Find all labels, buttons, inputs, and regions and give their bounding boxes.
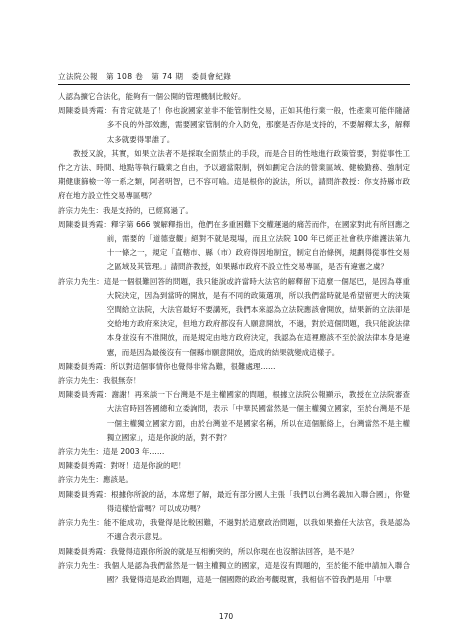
transcript-paragraph: 許宗力先生：這是 2003 年……: [58, 447, 165, 457]
transcript-paragraph: 許宗力先生：這是一個很難回答的問題，我只能說或許當時大法官的解釋留下這麼一個尾巴，是因為尊重大院決定，因為到當時的開放，是有不同的政策選項，所以我們當時就是希望留更大的決策空間給立法院，大法官最好不要講死，我們本來認為立法院應該會開放，結果新的立法卻是交給地方政府來決定，但地方政府都沒有人願意開放，不過，對於這個問題，我只能說法律本身並沒有不准開放，而是規定由地方政府決定，我認為在這裡應該不至於說法律本身是違憲，而是因為最後沒有一個縣市願意開放，造成的結果就變成這樣子。: [58, 276, 410, 357]
transcript-paragraph: 許宗力先生：我個人是認為我們當然是一個主權獨立的國家，這是沒有問題的，至於能不能申請加入聯合國？我覺得這是政治問題，這是一個國際的政治考觀現實，我相信不管我們是用「中華: [58, 560, 410, 584]
transcript-body: [58, 90, 410, 587]
page-header: 立法院公報 第 108 卷 第 74 期 委員會紀錄: [58, 72, 232, 81]
transcript-paragraph: 人認為擴它合法化，能夠有一個公開的管理機制比較好。: [58, 92, 246, 101]
transcript-paragraph: 周陳委員秀霞：謝謝！再來談一下台灣是不是主權國家的問題，根據立法院公報顯示，教授在立法院審查大法官時回答國總和立委詢問，表示「中華民國當然是一個主權獨立國家，至於台灣是不是一個主權獨立國家方面，由於台灣並不是國家名稱，所以在這個脈絡上，台灣當然不是主權獨立國家」，這是你說的話，對不對？: [58, 390, 410, 442]
transcript-paragraph: 周陳委員秀霞：釋字第 666 號解釋指出，他們在多重困難下交權運過的痛苦而作，在國家對此有所回應之前，需要的「道德壹觀」絕對不就是現場，而且立法院 100 年已經正社會秩序維護法第九十一條之一，規定「直轄市、縣（市）政府得因地制宜，制定自治條例，規劃得從事性交易之區域及其管理。」請問許教授，如果縣市政府不設立性交易專區，是否有違憲之虞？: [58, 219, 410, 272]
page-number: 170: [218, 612, 234, 621]
transcript-paragraph: 周陳委員秀霞：有肯定就是了！你也說國家並非不能管制性交易，正如其他行業一般，性產業可能伴隨諸多不良的外部效應，需要國家管制的介入防免，那麼是否你是支持的，不要解釋太多，解釋太多就要得罪誰了。: [58, 106, 410, 144]
transcript-paragraph: 周陳委員秀霞：對呀！這是你說的吧！: [58, 461, 186, 471]
transcript-paragraph: 周陳委員秀霞：我覺得這跟你所說的就是互相衝突的，所以你現在也沒辦法回答，是不是？: [58, 546, 358, 556]
transcript-paragraph: 周陳委員秀霞：根據你所說的話，本席想了解，最近有部分國人主張「我們以台灣名義加入聯合國」，你覺得這樣恰當嗎？可以成功嗎？: [58, 489, 410, 513]
transcript-paragraph: 教授又說，其實，如果立法者不是採取全面禁止的手段，而是合目的性地進行政策管要，對從事性工作之方法、時間、地點等執行職業之自由，予以適當限制，例如劃定合法的營業區域、健檢勤務、強制定期健康篩檢一等一系之類，阿者明智，已不容可喻。這是根你的說法，所以，請問許教授：你支持縣市政府在地方設立性交易專區嗎？: [58, 148, 410, 201]
header-rule: [58, 84, 410, 85]
transcript-paragraph: 周陳委員秀霞：所以對這個事情你也覺得非常為難，很難處理……: [58, 361, 276, 371]
transcript-paragraph: 許宗力先生：我是支持的，已經寫過了。: [58, 205, 193, 215]
transcript-paragraph: 許宗力先生：應該是。: [58, 475, 133, 485]
transcript-paragraph: 許宗力先生：我很無奈！: [58, 376, 141, 386]
transcript-paragraph: 許宗力先生：能不能成功，我覺得是比較困難，不過對於這麼政治問題，以我如果擔任大法官，我是認為不適合表示意見。: [58, 518, 410, 542]
